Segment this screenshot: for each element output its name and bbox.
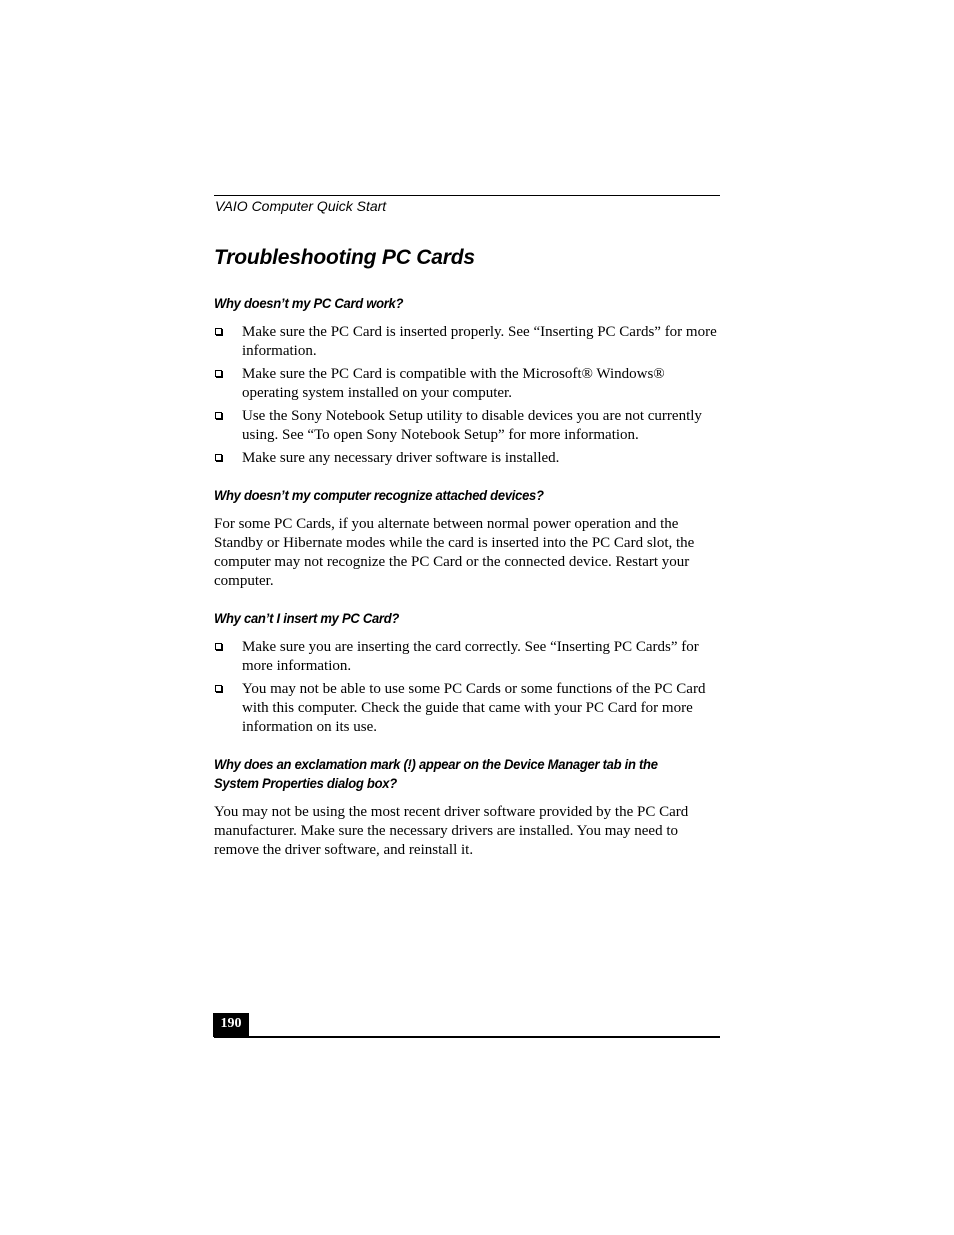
question-heading-line1: Why does an exclamation mark (!) appear on the Device Manager tab in the — [214, 756, 658, 772]
list-item: Make sure the PC Card is compatible with the Microsoft® Windows® operating system installed on your computer. — [214, 365, 720, 403]
question-heading: Why doesn’t my PC Card work? — [214, 295, 404, 311]
checkbox-bullet-icon — [215, 412, 222, 419]
section-title: Troubleshooting PC Cards — [214, 246, 475, 269]
answer-paragraph: For some PC Cards, if you alternate between normal power operation and the Standby or Hibernate modes while the card is inserted into the PC Card slot, the computer may not recognize the PC Card or the connected device. Restart your computer. — [214, 516, 695, 589]
checkbox-bullet-icon — [215, 685, 222, 692]
question-heading-line2: System Properties dialog box? — [214, 775, 397, 791]
list-item: Make sure the PC Card is inserted properly. See “Inserting PC Cards” for more information. — [214, 323, 720, 361]
page-content — [214, 244, 720, 860]
list-item: Use the Sony Notebook Setup utility to disable devices you are not currently using. See “To open Sony Notebook Setup” for more information. — [214, 407, 720, 445]
question-heading: Why doesn’t my computer recognize attached devices? — [214, 487, 544, 503]
answer-list — [214, 638, 720, 737]
question-heading: Why can’t I insert my PC Card? — [214, 610, 400, 626]
page-number: 190 — [213, 1013, 249, 1037]
checkbox-bullet-icon — [215, 643, 222, 650]
header-rule — [214, 195, 720, 196]
footer-rule — [214, 1036, 720, 1038]
checkbox-bullet-icon — [215, 328, 222, 335]
list-item: You may not be able to use some PC Cards or some functions of the PC Card with this computer. Check the guide that came with your PC Card for more information on its use. — [214, 680, 720, 737]
checkbox-bullet-icon — [215, 454, 222, 461]
checkbox-bullet-icon — [215, 370, 222, 377]
answer-list — [214, 323, 720, 468]
running-header: VAIO Computer Quick Start — [215, 198, 387, 214]
answer-paragraph: You may not be using the most recent driver software provided by the PC Card manufacturer. Make sure the necessary drivers are installed. You may need to remove the driver software, and reinstall it. — [214, 804, 689, 858]
list-item: Make sure you are inserting the card correctly. See “Inserting PC Cards” for more information. — [214, 638, 720, 676]
list-item: Make sure any necessary driver software is installed. — [214, 449, 720, 468]
